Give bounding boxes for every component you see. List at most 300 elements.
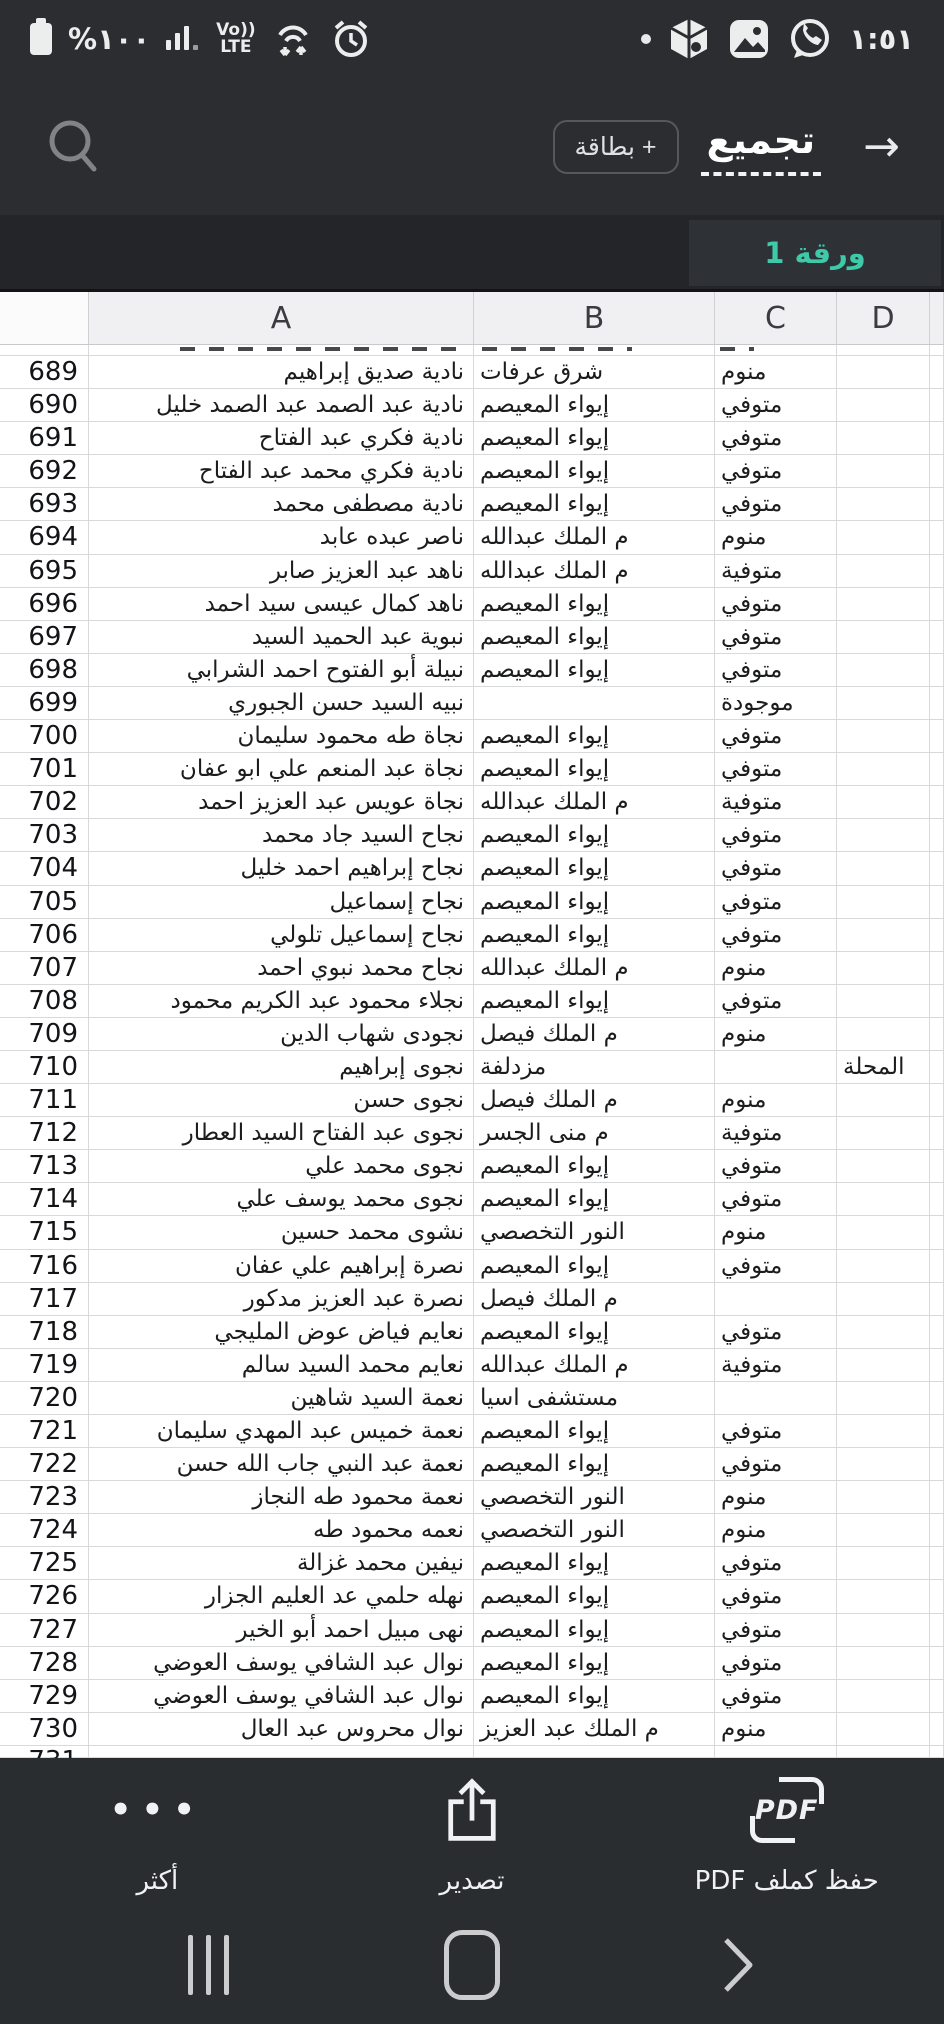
search-icon[interactable]	[44, 115, 102, 179]
cell-d[interactable]	[837, 1018, 930, 1051]
cell-edge	[930, 1713, 944, 1746]
row-number[interactable]: 711	[0, 1084, 89, 1117]
cell-edge	[930, 753, 944, 786]
cell-edge	[930, 1349, 944, 1382]
cell-c[interactable]: متوفي	[715, 1316, 837, 1349]
cell-d[interactable]	[837, 389, 930, 422]
row-number[interactable]: 696	[0, 588, 89, 621]
cell-d[interactable]	[837, 1349, 930, 1382]
cell-c[interactable]: متوفي	[715, 488, 837, 521]
cell-a[interactable]: ناهد عبد العزيز صابر	[89, 555, 474, 588]
export-label: تصدير	[439, 1866, 505, 1896]
cell-edge	[930, 786, 944, 819]
table-row	[0, 588, 944, 621]
cell-b[interactable]: إيواء المعيصم	[474, 1415, 715, 1448]
cell-edge	[930, 1547, 944, 1580]
row-number[interactable]: 725	[0, 1547, 89, 1580]
battery-icon	[30, 23, 52, 55]
cell-edge	[930, 521, 944, 554]
cell-edge	[930, 852, 944, 885]
cell-c[interactable]: متوفي	[715, 1183, 837, 1216]
table-row	[0, 488, 944, 521]
cell-a[interactable]: ناصر عبده عابد	[89, 521, 474, 554]
cell-c[interactable]	[715, 1051, 837, 1084]
forward-arrow-icon[interactable]: →	[863, 120, 900, 172]
cell-a[interactable]: نشوى محمد حسين	[89, 1216, 474, 1249]
row-number[interactable]: 724	[0, 1514, 89, 1547]
cell-d[interactable]	[837, 753, 930, 786]
cell-c[interactable]: متوفي	[715, 1680, 837, 1713]
cell-c[interactable]: موجودة	[715, 687, 837, 720]
cell-c[interactable]: متوفي	[715, 985, 837, 1018]
cell-b[interactable]: إيواء المعيصم	[474, 919, 715, 952]
cell-a[interactable]: نجوى حسن	[89, 1084, 474, 1117]
table-row	[0, 1316, 944, 1349]
cell-c[interactable]: متوفي	[715, 1150, 837, 1183]
cell-d[interactable]	[837, 1481, 930, 1514]
cell-b[interactable]: إيواء المعيصم	[474, 1316, 715, 1349]
cell-edge	[930, 985, 944, 1018]
cell-b[interactable]: إيواء المعيصم	[474, 1547, 715, 1580]
row-number[interactable]: 721	[0, 1415, 89, 1448]
cell-a[interactable]: نادية مصطفى محمد	[89, 488, 474, 521]
row-number[interactable]: 718	[0, 1316, 89, 1349]
cell-b[interactable]: م منى الجسر	[474, 1117, 715, 1150]
cell-edge	[930, 488, 944, 521]
cell-d[interactable]	[837, 1514, 930, 1547]
cell-a[interactable]: نوال عبد الشافي يوسف العوضي	[89, 1647, 474, 1680]
cell-edge	[930, 1415, 944, 1448]
column-header-edge	[930, 292, 944, 345]
cell-c[interactable]: متوفي	[715, 886, 837, 919]
cell-c[interactable]: متوفي	[715, 1614, 837, 1647]
cell-b[interactable]: إيواء المعيصم	[474, 985, 715, 1018]
cell-edge	[930, 356, 944, 389]
cell-edge	[930, 819, 944, 852]
cell-c[interactable]: منوم	[715, 1713, 837, 1746]
cell-a[interactable]: نهله حلمي عد العليم الجزار	[89, 1580, 474, 1613]
cell-edge	[930, 654, 944, 687]
cell-c[interactable]: متوفي	[715, 422, 837, 455]
cell-a[interactable]: نعمة خميس عبد المهدي سليمان	[89, 1415, 474, 1448]
cell-d[interactable]	[837, 1084, 930, 1117]
cell-c[interactable]: متوفي	[715, 1547, 837, 1580]
cell-b[interactable]: إيواء المعيصم	[474, 1250, 715, 1283]
cell-c[interactable]: منوم	[715, 356, 837, 389]
cell-b[interactable]: إيواء المعيصم	[474, 1614, 715, 1647]
cell-a[interactable]: نيفين محمد غزالة	[89, 1547, 474, 1580]
table-row	[0, 1614, 944, 1647]
cell-d[interactable]	[837, 1580, 930, 1613]
cell-edge	[930, 1382, 944, 1415]
volte-label: Vo)) LTE	[216, 20, 256, 57]
column-header-d[interactable]: D	[837, 292, 930, 345]
cell-b[interactable]: إيواء المعيصم	[474, 488, 715, 521]
share-export-icon	[446, 1776, 498, 1844]
cell-a[interactable]: ناهد كمال عيسى سيد احمد	[89, 588, 474, 621]
cell-c[interactable]: منوم	[715, 1514, 837, 1547]
cell-a[interactable]: نعايم محمد السيد سالم	[89, 1349, 474, 1382]
cell-a[interactable]: نعمه محمود طه	[89, 1514, 474, 1547]
cell-b[interactable]: إيواء المعيصم	[474, 886, 715, 919]
cell-edge	[930, 1680, 944, 1713]
cell-b[interactable]: إيواء المعيصم	[474, 422, 715, 455]
cell-a[interactable]: نجاح السيد جاد محمد	[89, 819, 474, 852]
cell-c[interactable]: متوفي	[715, 753, 837, 786]
row-number[interactable]: 700	[0, 720, 89, 753]
cell-b[interactable]: م الملك عبدالله	[474, 521, 715, 554]
cell-d[interactable]	[837, 786, 930, 819]
export-button[interactable]	[315, 1768, 630, 1914]
status-left-group	[30, 18, 372, 60]
cell-b[interactable]: النور التخصصي	[474, 1216, 715, 1249]
cell-a[interactable]: نعمة محمود طه النجاز	[89, 1481, 474, 1514]
cell-d[interactable]	[837, 1547, 930, 1580]
cell-c[interactable]: منوم	[715, 1216, 837, 1249]
row-number[interactable]: 716	[0, 1250, 89, 1283]
cell-a[interactable]: نجوى عبد الفتاح السيد العطار	[89, 1117, 474, 1150]
cell-b[interactable]: إيواء المعيصم	[474, 654, 715, 687]
cell-d[interactable]	[837, 1183, 930, 1216]
row-number[interactable]: 722	[0, 1448, 89, 1481]
signal-bars-icon	[166, 24, 200, 54]
bottom-chrome	[0, 1758, 944, 2024]
cell-d[interactable]	[837, 1382, 930, 1415]
cell-c[interactable]: منوم	[715, 1018, 837, 1051]
cell-d[interactable]	[837, 687, 930, 720]
row-number[interactable]: 720	[0, 1382, 89, 1415]
row-number[interactable]: 719	[0, 1349, 89, 1382]
add-card-button[interactable]: + بطاقة	[553, 120, 679, 174]
cell-b[interactable]: إيواء المعيصم	[474, 1448, 715, 1481]
cell-a[interactable]: نصرة عبد العزيز مدكور	[89, 1283, 474, 1316]
cell-b[interactable]: إيواء المعيصم	[474, 1647, 715, 1680]
row-number[interactable]: 690	[0, 389, 89, 422]
cell-d[interactable]	[837, 852, 930, 885]
row-number[interactable]: 699	[0, 687, 89, 720]
row-number[interactable]: 701	[0, 753, 89, 786]
cell-b[interactable]: إيواء المعيصم	[474, 753, 715, 786]
row-number[interactable]: 695	[0, 555, 89, 588]
cell-edge	[930, 555, 944, 588]
cell-d[interactable]	[837, 1647, 930, 1680]
clipped-row-top	[0, 345, 944, 356]
cell-d[interactable]	[837, 422, 930, 455]
cell-b[interactable]	[474, 687, 715, 720]
row-number[interactable]: 715	[0, 1216, 89, 1249]
cell-d[interactable]	[837, 455, 930, 488]
cell-b[interactable]: إيواء المعيصم	[474, 588, 715, 621]
sheet-tab-active[interactable]: ورقة 1	[689, 220, 941, 286]
cell-a[interactable]: نجودى شهاب الدين	[89, 1018, 474, 1051]
cell-d[interactable]	[837, 1415, 930, 1448]
row-number[interactable]: 712	[0, 1117, 89, 1150]
document-title[interactable]: تجميع	[701, 118, 822, 176]
more-label: أكثر	[136, 1866, 179, 1896]
cell-d[interactable]	[837, 720, 930, 753]
cell-c[interactable]: متوفي	[715, 455, 837, 488]
cell-b[interactable]: إيواء المعيصم	[474, 819, 715, 852]
cell-b[interactable]: إيواء المعيصم	[474, 621, 715, 654]
spreadsheet	[0, 292, 944, 1758]
cell-b[interactable]: م الملك فيصل	[474, 1084, 715, 1117]
cell-a[interactable]: نادية عبد الصمد عبد الصمد خليل	[89, 389, 474, 422]
cell-d[interactable]	[837, 1117, 930, 1150]
cell-d[interactable]	[837, 588, 930, 621]
cell-edge	[930, 621, 944, 654]
table-row	[0, 455, 944, 488]
cell-b[interactable]: إيواء المعيصم	[474, 852, 715, 885]
cell-edge	[930, 422, 944, 455]
cell-b[interactable]: شرق عرفات	[474, 356, 715, 389]
cell-b[interactable]: م الملك فيصل	[474, 1018, 715, 1051]
cell-d[interactable]	[837, 521, 930, 554]
cell-b[interactable]: م الملك عبدالله	[474, 1349, 715, 1382]
row-number[interactable]: 710	[0, 1051, 89, 1084]
network-traffic-icon	[272, 19, 314, 59]
cell-b[interactable]: النور التخصصي	[474, 1514, 715, 1547]
cell-edge	[930, 1448, 944, 1481]
row-number[interactable]: 728	[0, 1647, 89, 1680]
home-button[interactable]	[436, 1930, 508, 2000]
cell-a[interactable]: نوال عبد الشافي يوسف العوضي	[89, 1680, 474, 1713]
sheet-tab-strip	[0, 215, 944, 292]
cell-c[interactable]: متوفي	[715, 1415, 837, 1448]
cell-d[interactable]	[837, 356, 930, 389]
cell-b[interactable]: م الملك عبدالله	[474, 786, 715, 819]
cell-c[interactable]: متوفي	[715, 621, 837, 654]
cell-d[interactable]	[837, 1150, 930, 1183]
table-row	[0, 422, 944, 455]
column-header-a[interactable]: A	[89, 292, 474, 345]
table-row	[0, 886, 944, 919]
pdf-icon: PDF	[748, 1777, 826, 1843]
table-row	[0, 1382, 944, 1415]
cell-c[interactable]: متوفي	[715, 588, 837, 621]
cell-c[interactable]: متوفية	[715, 786, 837, 819]
row-number[interactable]: 730	[0, 1713, 89, 1746]
row-number[interactable]: 703	[0, 819, 89, 852]
cell-a[interactable]: نجاح إبراهيم احمد خليل	[89, 852, 474, 885]
table-row	[0, 1018, 944, 1051]
cell-b[interactable]: إيواء المعيصم	[474, 389, 715, 422]
cell-d[interactable]	[837, 1250, 930, 1283]
cell-c[interactable]: متوفي	[715, 1580, 837, 1613]
cell-d[interactable]	[837, 1316, 930, 1349]
cell-c[interactable]: متوفي	[715, 1448, 837, 1481]
table-row	[0, 1547, 944, 1580]
cell-edge	[930, 1018, 944, 1051]
cell-d[interactable]	[837, 1216, 930, 1249]
row-number[interactable]: 713	[0, 1150, 89, 1183]
cell-d[interactable]: المحلة	[837, 1051, 930, 1084]
row-number[interactable]: 717	[0, 1283, 89, 1316]
cell-a[interactable]: نعمة عبد النبي جاب الله حسن	[89, 1448, 474, 1481]
cell-edge	[930, 455, 944, 488]
row-number[interactable]: 697	[0, 621, 89, 654]
row-number[interactable]: 689	[0, 356, 89, 389]
table-row	[0, 819, 944, 852]
table-row	[0, 1216, 944, 1249]
cell-a[interactable]: نجلاء محمود عبد الكريم محمود	[89, 985, 474, 1018]
cell-c[interactable]: متوفية	[715, 555, 837, 588]
cell-b[interactable]: مستشفى اسيا	[474, 1382, 715, 1415]
cell-a[interactable]: نعمة السيد شاهين	[89, 1382, 474, 1415]
column-header-c[interactable]: C	[715, 292, 837, 345]
cell-d[interactable]	[837, 952, 930, 985]
cell-b[interactable]: إيواء المعيصم	[474, 1580, 715, 1613]
row-number[interactable]: 729	[0, 1680, 89, 1713]
cell-c[interactable]	[715, 1283, 837, 1316]
row-number[interactable]: 707	[0, 952, 89, 985]
cell-c[interactable]: متوفي	[715, 654, 837, 687]
cell-a[interactable]: نجوى إبراهيم	[89, 1051, 474, 1084]
app-header	[0, 78, 944, 215]
cell-d[interactable]	[837, 1680, 930, 1713]
cell-d[interactable]	[837, 919, 930, 952]
cell-d[interactable]	[837, 1614, 930, 1647]
row-number[interactable]: 692	[0, 455, 89, 488]
cell-edge	[930, 1117, 944, 1150]
table-row	[0, 1713, 944, 1746]
row-number[interactable]: 698	[0, 654, 89, 687]
cell-b[interactable]: مزدلفة	[474, 1051, 715, 1084]
cell-edge	[930, 1316, 944, 1349]
cell-c[interactable]: متوفي	[715, 389, 837, 422]
cell-b[interactable]: إيواء المعيصم	[474, 1680, 715, 1713]
system-navbar	[0, 1930, 944, 2024]
cell-d[interactable]	[837, 886, 930, 919]
row-number[interactable]: 704	[0, 852, 89, 885]
cell-c[interactable]: منوم	[715, 521, 837, 554]
cell-a[interactable]: نبيلة أبو الفتوح احمد الشرابي	[89, 654, 474, 687]
cell-a[interactable]: نبوية عبد الحميد السيد	[89, 621, 474, 654]
cell-b[interactable]: م الملك عبدالله	[474, 555, 715, 588]
row-number[interactable]: 702	[0, 786, 89, 819]
cell-d[interactable]	[837, 985, 930, 1018]
cell-c[interactable]: متوفي	[715, 720, 837, 753]
cell-b[interactable]: إيواء المعيصم	[474, 455, 715, 488]
row-number[interactable]: 727	[0, 1614, 89, 1647]
cell-d[interactable]	[837, 1713, 930, 1746]
table-row	[0, 985, 944, 1018]
cell-edge	[930, 389, 944, 422]
cell-d[interactable]	[837, 555, 930, 588]
cell-a[interactable]: نجاح إسماعيل تلولي	[89, 919, 474, 952]
cell-c[interactable]: متوفي	[715, 852, 837, 885]
cell-a[interactable]: نوال محروس عبد العال	[89, 1713, 474, 1746]
row-number[interactable]: 708	[0, 985, 89, 1018]
table-row	[0, 1514, 944, 1547]
row-number[interactable]: 723	[0, 1481, 89, 1514]
corner-header-cell[interactable]	[0, 292, 89, 345]
whatsapp-icon	[787, 16, 833, 62]
cell-d[interactable]	[837, 1283, 930, 1316]
table-row	[0, 1150, 944, 1183]
cell-c[interactable]: متوفية	[715, 1117, 837, 1150]
row-number[interactable]: 705	[0, 886, 89, 919]
cell-b[interactable]: النور التخصصي	[474, 1481, 715, 1514]
row-number[interactable]: 709	[0, 1018, 89, 1051]
save-pdf-button[interactable]	[629, 1768, 944, 1914]
cell-c[interactable]: متوفي	[715, 819, 837, 852]
row-number[interactable]: 714	[0, 1183, 89, 1216]
cell-a[interactable]: نادية صديق إبراهيم	[89, 356, 474, 389]
clipped-row-bottom	[0, 1746, 944, 1758]
row-number[interactable]: 706	[0, 919, 89, 952]
cell-a[interactable]: نجاة طه محمود سليمان	[89, 720, 474, 753]
cell-a[interactable]: نعايم فياض عوض المليجي	[89, 1316, 474, 1349]
table-row	[0, 356, 944, 389]
column-header-b[interactable]: B	[474, 292, 715, 345]
cell-a[interactable]: نجاة عبد المنعم علي ابو عفان	[89, 753, 474, 786]
cell-b[interactable]: إيواء المعيصم	[474, 1183, 715, 1216]
cell-a[interactable]: نجاة عويس عبد العزيز احمد	[89, 786, 474, 819]
cell-c[interactable]: متوفية	[715, 1349, 837, 1382]
table-row	[0, 654, 944, 687]
cell-b[interactable]: م الملك عبد العزيز	[474, 1713, 715, 1746]
cell-b[interactable]: م الملك عبدالله	[474, 952, 715, 985]
cell-d[interactable]	[837, 488, 930, 521]
cell-b[interactable]: م الملك فيصل	[474, 1283, 715, 1316]
cell-c[interactable]: منوم	[715, 1084, 837, 1117]
cell-a[interactable]: نجاح إسماعيل	[89, 886, 474, 919]
cell-edge	[930, 919, 944, 952]
table-row	[0, 786, 944, 819]
row-number[interactable]: 694	[0, 521, 89, 554]
cell-a[interactable]: نهى مبيل احمد أبو الخير	[89, 1614, 474, 1647]
back-button[interactable]	[706, 1930, 770, 2000]
alarm-clock-icon	[330, 18, 372, 60]
table-row	[0, 687, 944, 720]
cell-a[interactable]: نبيه السيد حسن الجبوري	[89, 687, 474, 720]
status-right-group	[641, 16, 914, 62]
table-row	[0, 1415, 944, 1448]
recents-button[interactable]	[168, 1930, 248, 2000]
row-number[interactable]: 691	[0, 422, 89, 455]
row-number[interactable]: 726	[0, 1580, 89, 1613]
cell-c[interactable]: منوم	[715, 952, 837, 985]
table-row	[0, 555, 944, 588]
row-number-partial	[0, 1746, 89, 1758]
cell-d[interactable]	[837, 819, 930, 852]
cell-a[interactable]: نادية فكري عبد الفتاح	[89, 422, 474, 455]
cell-c[interactable]: متوفي	[715, 1250, 837, 1283]
cell-a[interactable]: نجاح محمد نبوي احمد	[89, 952, 474, 985]
cell-d[interactable]	[837, 654, 930, 687]
row-number[interactable]: 693	[0, 488, 89, 521]
cell-d[interactable]	[837, 1448, 930, 1481]
cell-edge	[930, 687, 944, 720]
cell-c[interactable]: منوم	[715, 1481, 837, 1514]
more-button[interactable]	[0, 1768, 315, 1914]
cell-c[interactable]: متوفي	[715, 919, 837, 952]
cube-app-icon	[667, 16, 711, 62]
table-row	[0, 1250, 944, 1283]
cell-a[interactable]: نجوى محمد علي	[89, 1150, 474, 1183]
cell-c[interactable]	[715, 1382, 837, 1415]
cell-c[interactable]: متوفي	[715, 1647, 837, 1680]
table-row	[0, 1647, 944, 1680]
cell-d[interactable]	[837, 621, 930, 654]
cell-edge	[930, 886, 944, 919]
cell-b[interactable]: إيواء المعيصم	[474, 1150, 715, 1183]
cell-a[interactable]: نادية فكري محمد عبد الفتاح	[89, 455, 474, 488]
cell-a[interactable]: نجوى محمد يوسف علي	[89, 1183, 474, 1216]
table-row	[0, 1580, 944, 1613]
cell-a[interactable]: نصرة إبراهيم علي عفان	[89, 1250, 474, 1283]
cell-b[interactable]: إيواء المعيصم	[474, 720, 715, 753]
